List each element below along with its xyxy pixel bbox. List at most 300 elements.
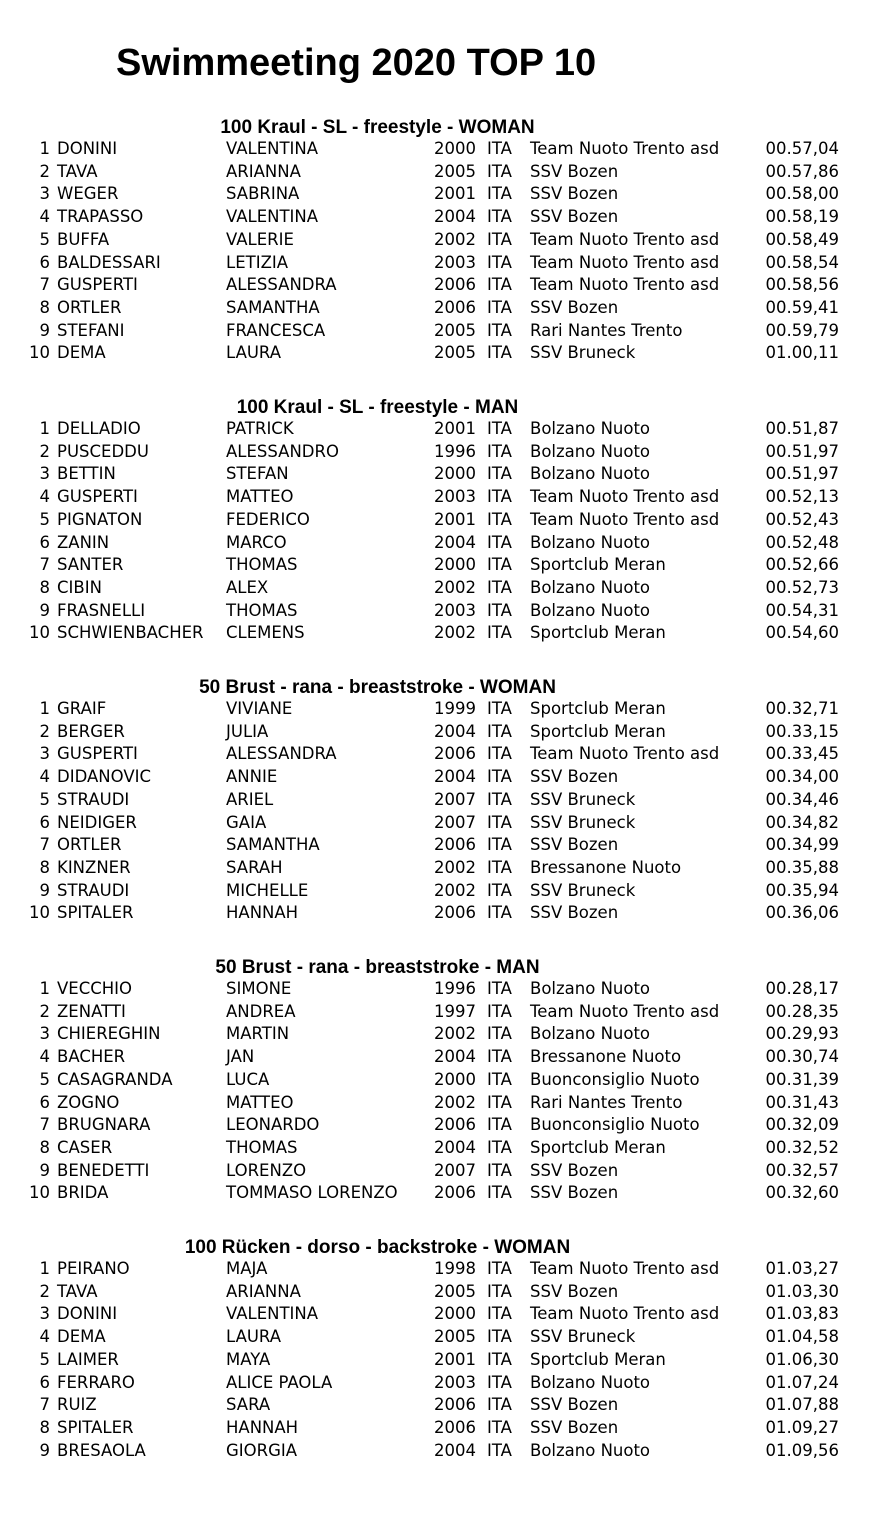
- birth-year-cell: 2004: [434, 1137, 476, 1157]
- nation-cell: ITA: [487, 577, 512, 597]
- time-cell: 01.07,88: [765, 1395, 839, 1415]
- birth-year-cell: 2002: [434, 880, 476, 900]
- result-row: [0, 721, 878, 744]
- first-name-cell: MICHELLE: [226, 880, 309, 900]
- nation-cell: ITA: [487, 789, 512, 809]
- last-name-cell: TAVA: [57, 1281, 98, 1301]
- last-name-cell: FERRARO: [57, 1372, 135, 1392]
- birth-year-cell: 1996: [434, 441, 476, 461]
- rank-cell: 7: [39, 275, 50, 295]
- time-cell: 00.51,97: [765, 464, 839, 484]
- rank-cell: 4: [39, 207, 50, 227]
- rank-cell: 10: [29, 1183, 50, 1203]
- first-name-cell: LORENZO: [226, 1160, 307, 1180]
- nation-cell: ITA: [487, 1440, 512, 1460]
- birth-year-cell: 2002: [434, 577, 476, 597]
- time-cell: 00.28,35: [765, 1001, 839, 1021]
- result-row: [0, 342, 878, 365]
- rank-cell: 5: [39, 1349, 50, 1369]
- nation-cell: ITA: [487, 1160, 512, 1180]
- result-row: [0, 509, 878, 532]
- last-name-cell: CHIEREGHIN: [57, 1024, 161, 1044]
- rank-cell: 4: [39, 487, 50, 507]
- last-name-cell: DONINI: [57, 139, 118, 158]
- event-title: 100 Kraul - SL - freestyle - WOMAN: [220, 117, 535, 138]
- result-row: [0, 297, 878, 320]
- result-row: [0, 161, 878, 184]
- birth-year-cell: 2001: [434, 1349, 476, 1369]
- birth-year-cell: 2006: [434, 1417, 476, 1437]
- birth-year-cell: 1999: [434, 699, 476, 718]
- result-row: [0, 902, 878, 925]
- result-row: [0, 880, 878, 903]
- result-row: [0, 1092, 878, 1115]
- birth-year-cell: 2000: [434, 1069, 476, 1089]
- result-row: [0, 1281, 878, 1304]
- first-name-cell: VIVIANE: [226, 699, 293, 718]
- nation-cell: ITA: [487, 1304, 512, 1324]
- time-cell: 00.51,87: [765, 419, 839, 438]
- time-cell: 00.33,15: [765, 721, 839, 741]
- time-cell: 01.03,83: [765, 1304, 839, 1324]
- first-name-cell: SAMANTHA: [226, 297, 320, 317]
- birth-year-cell: 2004: [434, 1047, 476, 1067]
- club-cell: Rari Nantes Trento: [530, 320, 683, 340]
- result-row: [0, 812, 878, 835]
- time-cell: 00.35,94: [765, 880, 839, 900]
- club-cell: Team Nuoto Trento asd: [530, 1304, 720, 1324]
- birth-year-cell: 2004: [434, 532, 476, 552]
- rank-cell: 9: [39, 1160, 50, 1180]
- birth-year-cell: 2004: [434, 767, 476, 787]
- birth-year-cell: 2004: [434, 1440, 476, 1460]
- birth-year-cell: 2002: [434, 1092, 476, 1112]
- result-row: [0, 206, 878, 229]
- birth-year-cell: 2006: [434, 1395, 476, 1415]
- time-cell: 00.52,43: [765, 509, 839, 529]
- rank-cell: 7: [39, 1115, 50, 1135]
- nation-cell: ITA: [487, 979, 512, 998]
- first-name-cell: SARA: [226, 1395, 271, 1415]
- result-row: [0, 1114, 878, 1137]
- club-cell: SSV Bruneck: [530, 1327, 636, 1347]
- birth-year-cell: 2006: [434, 1115, 476, 1135]
- last-name-cell: BUFFA: [57, 229, 110, 249]
- last-name-cell: STRAUDI: [57, 789, 130, 809]
- club-cell: Sportclub Meran: [530, 1349, 666, 1369]
- result-row: [0, 1349, 878, 1372]
- club-cell: Rari Nantes Trento: [530, 1092, 683, 1112]
- rank-cell: 6: [39, 252, 50, 272]
- rank-cell: 9: [39, 320, 50, 340]
- time-cell: 00.35,88: [765, 857, 839, 877]
- first-name-cell: JULIA: [226, 721, 269, 741]
- club-cell: Team Nuoto Trento asd: [530, 275, 720, 295]
- birth-year-cell: 2005: [434, 343, 476, 363]
- nation-cell: ITA: [487, 1372, 512, 1392]
- first-name-cell: FRANCESCA: [226, 320, 326, 340]
- first-name-cell: LEONARDO: [226, 1115, 320, 1135]
- nation-cell: ITA: [487, 1024, 512, 1044]
- first-name-cell: HANNAH: [226, 1417, 299, 1437]
- club-cell: Bolzano Nuoto: [530, 979, 651, 998]
- birth-year-cell: 2006: [434, 275, 476, 295]
- nation-cell: ITA: [487, 857, 512, 877]
- nation-cell: ITA: [487, 275, 512, 295]
- result-row: [0, 532, 878, 555]
- nation-cell: ITA: [487, 835, 512, 855]
- last-name-cell: BACHER: [57, 1047, 126, 1067]
- first-name-cell: PATRICK: [226, 419, 294, 438]
- time-cell: 00.32,60: [765, 1183, 839, 1203]
- event-title: 50 Brust - rana - breaststroke - WOMAN: [199, 677, 556, 698]
- rank-cell: 8: [39, 297, 50, 317]
- first-name-cell: ANDREA: [226, 1001, 296, 1021]
- birth-year-cell: 1997: [434, 1001, 476, 1021]
- birth-year-cell: 2002: [434, 623, 476, 643]
- rank-cell: 3: [39, 464, 50, 484]
- result-row: [0, 486, 878, 509]
- time-cell: 00.58,54: [765, 252, 839, 272]
- result-row: [0, 463, 878, 486]
- result-row: [0, 857, 878, 880]
- result-row: [0, 320, 878, 343]
- first-name-cell: VALENTINA: [226, 1304, 319, 1324]
- birth-year-cell: 2001: [434, 509, 476, 529]
- first-name-cell: ANNIE: [226, 767, 278, 787]
- rank-cell: 4: [39, 767, 50, 787]
- nation-cell: ITA: [487, 207, 512, 227]
- club-cell: Team Nuoto Trento asd: [530, 1259, 720, 1278]
- club-cell: SSV Bozen: [530, 835, 619, 855]
- rank-cell: 1: [39, 419, 50, 438]
- result-row: [0, 1160, 878, 1183]
- last-name-cell: TRAPASSO: [57, 207, 144, 227]
- nation-cell: ITA: [487, 1115, 512, 1135]
- result-row: [0, 1137, 878, 1160]
- time-cell: 00.36,06: [765, 903, 839, 923]
- first-name-cell: THOMAS: [226, 600, 298, 620]
- first-name-cell: TOMMASO LORENZO: [226, 1183, 398, 1203]
- time-cell: 00.33,45: [765, 744, 839, 764]
- nation-cell: ITA: [487, 1183, 512, 1203]
- result-row: [0, 789, 878, 812]
- time-cell: 01.09,27: [765, 1417, 839, 1437]
- time-cell: 01.07,24: [765, 1372, 839, 1392]
- first-name-cell: MARCO: [226, 532, 287, 552]
- first-name-cell: GIORGIA: [226, 1440, 298, 1460]
- time-cell: 00.31,39: [765, 1069, 839, 1089]
- result-row: [0, 274, 878, 297]
- rank-cell: 8: [39, 857, 50, 877]
- nation-cell: ITA: [487, 419, 512, 438]
- last-name-cell: GUSPERTI: [57, 744, 138, 764]
- last-name-cell: DIDANOVIC: [57, 767, 151, 787]
- last-name-cell: VECCHIO: [57, 979, 133, 998]
- nation-cell: ITA: [487, 1417, 512, 1437]
- club-cell: Bolzano Nuoto: [530, 600, 651, 620]
- club-cell: SSV Bozen: [530, 767, 619, 787]
- nation-cell: ITA: [487, 184, 512, 204]
- club-cell: Team Nuoto Trento asd: [530, 487, 720, 507]
- rank-cell: 6: [39, 1092, 50, 1112]
- rank-cell: 3: [39, 1024, 50, 1044]
- results-list: [0, 118, 878, 1518]
- birth-year-cell: 2003: [434, 487, 476, 507]
- first-name-cell: ALICE PAOLA: [226, 1372, 333, 1392]
- page-title: Swimmeeting 2020 TOP 10: [116, 42, 597, 84]
- time-cell: 00.32,09: [765, 1115, 839, 1135]
- result-row: [0, 554, 878, 577]
- first-name-cell: ALESSANDRO: [226, 441, 339, 461]
- result-row: [0, 1440, 878, 1463]
- result-row: [0, 698, 878, 721]
- rank-cell: 8: [39, 1137, 50, 1157]
- first-name-cell: SIMONE: [226, 979, 292, 998]
- club-cell: Sportclub Meran: [530, 555, 666, 575]
- last-name-cell: ORTLER: [57, 297, 122, 317]
- time-cell: 00.59,41: [765, 297, 839, 317]
- last-name-cell: PIGNATON: [57, 509, 143, 529]
- time-cell: 00.52,73: [765, 577, 839, 597]
- club-cell: Buonconsiglio Nuoto: [530, 1115, 700, 1135]
- last-name-cell: DELLADIO: [57, 419, 141, 438]
- nation-cell: ITA: [487, 1327, 512, 1347]
- birth-year-cell: 2006: [434, 1183, 476, 1203]
- club-cell: SSV Bozen: [530, 184, 619, 204]
- time-cell: 00.34,99: [765, 835, 839, 855]
- club-cell: Bressanone Nuoto: [530, 857, 682, 877]
- first-name-cell: FEDERICO: [226, 509, 310, 529]
- time-cell: 00.34,00: [765, 767, 839, 787]
- nation-cell: ITA: [487, 744, 512, 764]
- nation-cell: ITA: [487, 487, 512, 507]
- time-cell: 00.30,74: [765, 1047, 839, 1067]
- last-name-cell: BETTIN: [57, 464, 116, 484]
- nation-cell: ITA: [487, 1137, 512, 1157]
- rank-cell: 4: [39, 1327, 50, 1347]
- time-cell: 00.54,31: [765, 600, 839, 620]
- time-cell: 00.52,66: [765, 555, 839, 575]
- birth-year-cell: 2000: [434, 555, 476, 575]
- birth-year-cell: 2000: [434, 464, 476, 484]
- rank-cell: 8: [39, 1417, 50, 1437]
- rank-cell: 9: [39, 600, 50, 620]
- nation-cell: ITA: [487, 880, 512, 900]
- nation-cell: ITA: [487, 343, 512, 363]
- nation-cell: ITA: [487, 555, 512, 575]
- time-cell: 00.32,52: [765, 1137, 839, 1157]
- birth-year-cell: 2002: [434, 857, 476, 877]
- result-row: [0, 1326, 878, 1349]
- birth-year-cell: 2003: [434, 1372, 476, 1392]
- last-name-cell: GRAIF: [57, 699, 107, 718]
- birth-year-cell: 2006: [434, 297, 476, 317]
- event-title: 100 Rücken - dorso - backstroke - WOMAN: [184, 1237, 571, 1258]
- club-cell: Team Nuoto Trento asd: [530, 229, 720, 249]
- first-name-cell: LAURA: [226, 343, 282, 363]
- result-row: [0, 577, 878, 600]
- event-section: [0, 958, 878, 1238]
- rank-cell: 10: [29, 903, 50, 923]
- last-name-cell: TAVA: [57, 161, 98, 181]
- club-cell: SSV Bozen: [530, 207, 619, 227]
- time-cell: 00.51,97: [765, 441, 839, 461]
- last-name-cell: STEFANI: [57, 320, 125, 340]
- nation-cell: ITA: [487, 1259, 512, 1278]
- nation-cell: ITA: [487, 161, 512, 181]
- nation-cell: ITA: [487, 1092, 512, 1112]
- time-cell: 01.03,30: [765, 1281, 839, 1301]
- nation-cell: ITA: [487, 1395, 512, 1415]
- first-name-cell: MATTEO: [226, 487, 294, 507]
- last-name-cell: BALDESSARI: [57, 252, 161, 272]
- birth-year-cell: 2005: [434, 320, 476, 340]
- last-name-cell: FRASNELLI: [57, 600, 146, 620]
- nation-cell: ITA: [487, 532, 512, 552]
- event-section: [0, 678, 878, 958]
- first-name-cell: VALENTINA: [226, 139, 319, 158]
- time-cell: 00.31,43: [765, 1092, 839, 1112]
- birth-year-cell: 2006: [434, 835, 476, 855]
- last-name-cell: CASER: [57, 1137, 113, 1157]
- rank-cell: 8: [39, 577, 50, 597]
- club-cell: Bolzano Nuoto: [530, 1372, 651, 1392]
- birth-year-cell: 2003: [434, 252, 476, 272]
- time-cell: 00.58,49: [765, 229, 839, 249]
- birth-year-cell: 2007: [434, 789, 476, 809]
- time-cell: 01.09,56: [765, 1440, 839, 1460]
- result-row: [0, 978, 878, 1001]
- club-cell: Sportclub Meran: [530, 699, 666, 718]
- first-name-cell: VALERIE: [226, 229, 294, 249]
- rank-cell: 10: [29, 343, 50, 363]
- result-row: [0, 252, 878, 275]
- rank-cell: 9: [39, 1440, 50, 1460]
- time-cell: 00.52,13: [765, 487, 839, 507]
- nation-cell: ITA: [487, 623, 512, 643]
- nation-cell: ITA: [487, 699, 512, 718]
- birth-year-cell: 2004: [434, 207, 476, 227]
- birth-year-cell: 2002: [434, 229, 476, 249]
- last-name-cell: GUSPERTI: [57, 275, 138, 295]
- club-cell: SSV Bozen: [530, 1281, 619, 1301]
- time-cell: 01.00,11: [765, 343, 839, 363]
- nation-cell: ITA: [487, 297, 512, 317]
- time-cell: 00.58,56: [765, 275, 839, 295]
- event-title: 50 Brust - rana - breaststroke - MAN: [215, 957, 540, 978]
- result-row: [0, 1046, 878, 1069]
- first-name-cell: THOMAS: [226, 1137, 298, 1157]
- club-cell: Team Nuoto Trento asd: [530, 139, 720, 158]
- result-row: [0, 600, 878, 623]
- result-row: [0, 743, 878, 766]
- last-name-cell: PUSCEDDU: [57, 441, 149, 461]
- rank-cell: 5: [39, 509, 50, 529]
- last-name-cell: BRIDA: [57, 1183, 109, 1203]
- nation-cell: ITA: [487, 812, 512, 832]
- first-name-cell: ARIEL: [226, 789, 274, 809]
- last-name-cell: ORTLER: [57, 835, 122, 855]
- first-name-cell: LAURA: [226, 1327, 282, 1347]
- rank-cell: 1: [39, 1259, 50, 1278]
- nation-cell: ITA: [487, 903, 512, 923]
- rank-cell: 6: [39, 1372, 50, 1392]
- club-cell: SSV Bruneck: [530, 812, 636, 832]
- club-cell: SSV Bruneck: [530, 343, 636, 363]
- time-cell: 00.32,71: [765, 699, 839, 718]
- first-name-cell: ARIANNA: [226, 1281, 301, 1301]
- result-row: [0, 1417, 878, 1440]
- first-name-cell: SARAH: [226, 857, 283, 877]
- result-row: [0, 229, 878, 252]
- club-cell: Team Nuoto Trento asd: [530, 744, 720, 764]
- club-cell: SSV Bozen: [530, 1160, 619, 1180]
- club-cell: Buonconsiglio Nuoto: [530, 1069, 700, 1089]
- last-name-cell: STRAUDI: [57, 880, 130, 900]
- result-row: [0, 183, 878, 206]
- nation-cell: ITA: [487, 600, 512, 620]
- birth-year-cell: 2005: [434, 1327, 476, 1347]
- last-name-cell: ZOGNO: [57, 1092, 120, 1112]
- result-row: [0, 1001, 878, 1024]
- first-name-cell: ALESSANDRA: [226, 744, 337, 764]
- first-name-cell: ALEX: [226, 577, 269, 597]
- club-cell: Bolzano Nuoto: [530, 577, 651, 597]
- time-cell: 00.58,00: [765, 184, 839, 204]
- last-name-cell: RUIZ: [57, 1395, 97, 1415]
- nation-cell: ITA: [487, 509, 512, 529]
- last-name-cell: DEMA: [57, 1327, 106, 1347]
- time-cell: 00.57,86: [765, 161, 839, 181]
- time-cell: 00.34,82: [765, 812, 839, 832]
- time-cell: 00.58,19: [765, 207, 839, 227]
- last-name-cell: BRUGNARA: [57, 1115, 151, 1135]
- club-cell: Sportclub Meran: [530, 1137, 666, 1157]
- first-name-cell: MARTIN: [226, 1024, 290, 1044]
- first-name-cell: CLEMENS: [226, 623, 305, 643]
- club-cell: SSV Bruneck: [530, 789, 636, 809]
- result-row: [0, 1023, 878, 1046]
- last-name-cell: NEIDIGER: [57, 812, 137, 832]
- rank-cell: 9: [39, 880, 50, 900]
- last-name-cell: WEGER: [57, 184, 119, 204]
- first-name-cell: SAMANTHA: [226, 835, 320, 855]
- rank-cell: 4: [39, 1047, 50, 1067]
- last-name-cell: DEMA: [57, 343, 106, 363]
- time-cell: 00.34,46: [765, 789, 839, 809]
- last-name-cell: CIBIN: [57, 577, 102, 597]
- event-title: 100 Kraul - SL - freestyle - MAN: [236, 397, 519, 418]
- rank-cell: 3: [39, 184, 50, 204]
- rank-cell: 10: [29, 623, 50, 643]
- birth-year-cell: 2004: [434, 721, 476, 741]
- last-name-cell: KINZNER: [57, 857, 131, 877]
- rank-cell: 2: [39, 161, 50, 181]
- club-cell: Bolzano Nuoto: [530, 441, 651, 461]
- result-row: [0, 138, 878, 161]
- club-cell: Sportclub Meran: [530, 623, 666, 643]
- rank-cell: 5: [39, 789, 50, 809]
- nation-cell: ITA: [487, 229, 512, 249]
- club-cell: SSV Bozen: [530, 1417, 619, 1437]
- club-cell: Bolzano Nuoto: [530, 1024, 651, 1044]
- time-cell: 00.54,60: [765, 623, 839, 643]
- nation-cell: ITA: [487, 1047, 512, 1067]
- rank-cell: 1: [39, 139, 50, 158]
- rank-cell: 3: [39, 1304, 50, 1324]
- time-cell: 00.59,79: [765, 320, 839, 340]
